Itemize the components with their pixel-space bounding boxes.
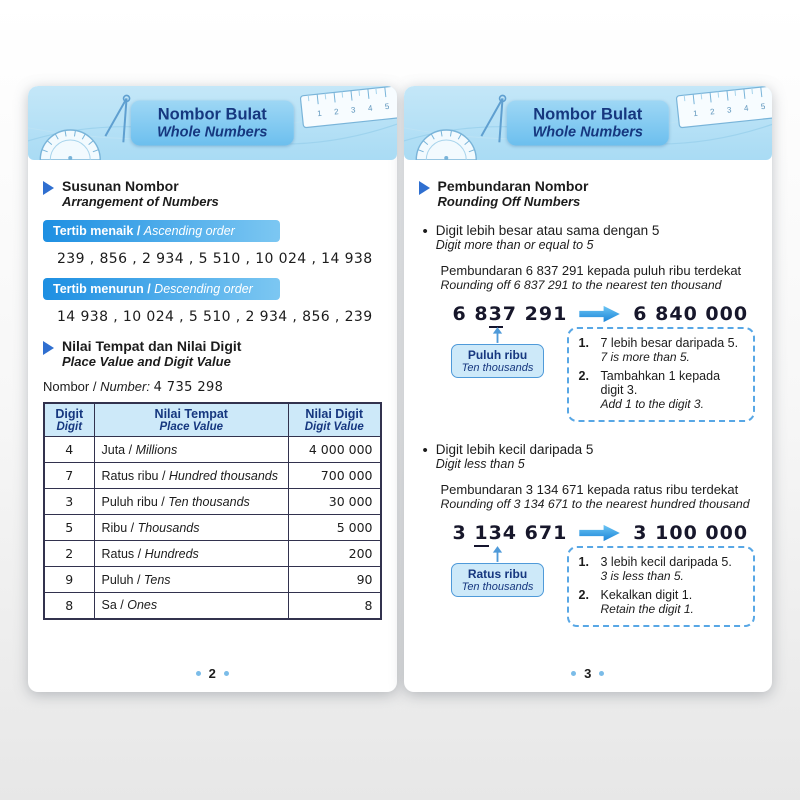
step-text [601,369,744,411]
ruler-number: 2 [333,107,340,117]
value-cell: 4 000 000 [289,437,381,463]
case2-heading [423,442,758,471]
arrow-right-icon [579,524,621,542]
case2-bullet-english: Digit less than 5 [435,457,525,471]
digit-cell: 3 [44,489,94,515]
ruler-number: 1 [692,108,698,119]
arrow-up-icon [491,327,504,344]
protractor-icon [40,130,100,160]
section-title-malay: Pembundaran Nombor [437,178,589,194]
ornament-icon [571,671,576,676]
section-title-english: Arrangement of Numbers [62,194,219,209]
place-english: Ten thousands [168,494,250,509]
place-value-table-head [44,403,381,437]
case2-heading-text [436,442,594,471]
descending-order-bar [43,278,280,300]
page-title [507,101,669,146]
ruler-number: 4 [367,103,373,113]
step-english: Retain the digit 1. [600,602,694,616]
triangle-bullet-icon [43,341,54,355]
page-title-english: Whole Numbers [157,124,268,141]
step-english: Add 1 to the digit 3. [600,397,704,411]
step-number: 1. [578,336,589,350]
header-value-english: Digit Value [304,421,364,433]
table-row [44,541,381,567]
value-cell: 5 000 [289,515,381,541]
place-cell [94,593,289,619]
table-row [44,463,381,489]
ruler-number: 2 [709,107,715,117]
place-english: Millions [135,442,178,457]
place-english: Hundreds [144,546,199,561]
header-cell-digit [44,403,94,437]
step-item [579,336,744,364]
value-cell: 8 [289,593,381,619]
caption-malay: Nombor / [43,379,97,394]
case1-heading [423,223,758,252]
underlined-digit: 3 [489,303,503,328]
caption-number: 4 735 298 [153,380,224,395]
number-segment: 6 8 [452,303,489,325]
case1-description [441,263,758,292]
step-item [579,555,744,583]
step-english: 7 is more than 5. [600,350,690,364]
header-digit-malay: Digit [55,407,84,421]
table-row [44,567,381,593]
digit-cell: 8 [44,593,94,619]
ascending-label-english: Ascending order [143,224,235,238]
number-segment: 7 291 [502,303,568,325]
ruler-number: 3 [350,105,356,115]
place-label-box [451,563,545,597]
value-cell: 700 000 [289,463,381,489]
case1-heading-text [436,223,660,252]
step-text [601,588,694,616]
case2-place-label [443,546,553,597]
ascending-numbers: 239 , 856 , 2 934 , 5 510 , 10 024 , 14 938 [57,251,373,267]
place-value-table-body [44,437,381,619]
step-number: 2. [578,369,589,383]
page-number-left [28,659,397,692]
step-malay: Kekalkan digit 1. [600,588,693,602]
source-number [453,303,568,325]
case2-explanation [443,546,756,627]
place-cell [94,489,289,515]
place-english: Tens [143,572,171,587]
value-cell: 30 000 [289,489,381,515]
number-segment: 34 671 [488,522,568,544]
case1-place-label [443,327,553,378]
case2-description [441,482,758,511]
case2-desc-english: Rounding off 3 134 671 to the nearest hundred thousand [440,497,750,511]
digit-cell: 2 [44,541,94,567]
page-title-malay: Nombor Bulat [157,105,267,124]
place-english: Thousands [137,520,200,535]
place-cell [94,567,289,593]
header-place-malay: Nilai Tempat [154,407,228,421]
digit-cell: 9 [44,567,94,593]
table-row [44,593,381,619]
arrow-up-icon [491,546,504,563]
place-value-table [43,402,382,620]
header-cell-digit-value [289,403,381,437]
case2-bullet-malay: Digit lebih kecil daripada 5 [435,442,594,457]
section-arrangement-heading [43,178,382,209]
section-rounding-heading [419,178,758,209]
step-malay: 3 lebih kecil daripada 5. [600,555,732,569]
header-place-english: Place Value [159,421,223,433]
step-item [579,588,744,616]
header-value-malay: Nilai Digit [305,407,364,421]
step-number: 1. [578,555,589,569]
ruler-icon [300,86,396,128]
ornament-icon [224,671,229,676]
section-title-malay: Nilai Tempat dan Nilai Digit [62,338,242,354]
descending-label-malay: Tertib menurun / [53,282,151,296]
ornament-icon [196,671,201,676]
ruler-number: 3 [726,105,732,115]
place-malay: Puluh ribu / [101,494,165,509]
descending-numbers: 14 938 , 10 024 , 5 510 , 2 934 , 856 , 239 [57,309,373,325]
place-cell [94,541,289,567]
ruler-number: 5 [759,101,766,112]
case1-bullet-malay: Digit lebih besar atau sama dengan 5 [435,223,660,238]
place-malay: Ribu / [101,520,135,535]
section-place-value-heading [43,338,382,369]
page-title [131,101,293,146]
case2-steps-box [567,546,756,627]
section-place-value-titles [62,338,241,369]
case1-steps-box [567,327,756,422]
dot-bullet-icon: • [422,223,428,240]
table-row [44,515,381,541]
case1-explanation [443,327,756,422]
step-english: 3 is less than 5. [600,569,684,583]
place-label-english: Ten thousands [461,362,534,374]
case1-equation [453,303,758,325]
page-right [404,86,773,692]
caption-english: Number: [100,379,150,394]
section-arrangement-titles [62,178,219,209]
place-label-box [451,344,545,378]
place-malay: Ratus ribu / [101,468,166,483]
case2-equation [453,522,758,544]
number-caption [43,379,382,395]
ruler-number: 5 [384,101,390,112]
step-text [601,336,739,364]
step-malay: Tambahkan 1 kepada digit 3. [600,369,721,397]
section-title-english: Rounding Off Numbers [437,194,581,209]
value-cell: 90 [289,567,381,593]
underlined-digit: 1 [474,522,488,547]
table-row [44,489,381,515]
triangle-bullet-icon [419,181,430,195]
place-malay: Juta / [101,442,133,457]
arrow-right-icon [579,305,621,323]
case1-desc-malay: Pembundaran 6 837 291 kepada puluh ribu terdekat [440,263,742,278]
page-header-banner [28,86,397,160]
place-malay: Puluh / [101,572,141,587]
ascending-label-malay: Tertib menaik / [53,224,141,238]
case1-desc-english: Rounding off 6 837 291 to the nearest ten thousand [440,278,722,292]
step-malay: 7 lebih besar daripada 5. [600,336,739,350]
case2-desc-malay: Pembundaran 3 134 671 kepada ratus ribu terdekat [440,482,739,497]
place-label-malay: Ratus ribu [467,567,528,581]
step-number: 2. [578,588,589,602]
triangle-bullet-icon [43,181,54,195]
place-malay: Sa / [101,598,124,613]
place-malay: Ratus / [101,546,142,561]
protractor-icon [416,130,476,160]
source-number [453,522,568,544]
section-title-english: Place Value and Digit Value [62,354,231,369]
result-number: 3 100 000 [633,522,749,544]
digit-cell: 4 [44,437,94,463]
left-page-content [28,160,397,659]
page-header-banner [404,86,773,160]
place-cell [94,515,289,541]
place-cell [94,463,289,489]
page-number-right [404,659,773,692]
section-rounding-titles [438,178,589,209]
result-number: 6 840 000 [633,303,749,325]
table-header-row [44,403,381,437]
place-label-malay: Puluh ribu [467,348,528,362]
right-page-content [404,160,773,659]
header-cell-place-value [94,403,289,437]
number-segment: 3 [452,522,475,544]
digit-cell: 7 [44,463,94,489]
header-digit-english: Digit [56,421,83,433]
ruler-number: 4 [742,103,749,113]
place-cell [94,437,289,463]
ruler-number: 1 [316,108,323,119]
page-title-english: Whole Numbers [532,124,643,141]
dot-bullet-icon: • [422,442,428,459]
book-spread [28,86,772,692]
place-english: Hundred thousands [168,468,279,483]
step-text [601,555,732,583]
page-left [28,86,397,692]
table-row [44,437,381,463]
descending-label-english: Descending order [154,282,253,296]
value-cell: 200 [289,541,381,567]
step-item [579,369,744,411]
page-title-malay: Nombor Bulat [533,105,643,124]
place-english: Ones [127,598,158,613]
ascending-order-bar [43,220,280,242]
ornament-icon [599,671,604,676]
section-title-malay: Susunan Nombor [62,178,179,194]
case1-bullet-english: Digit more than or equal to 5 [435,238,594,252]
place-label-english: Ten thousands [461,581,534,593]
page-number: 2 [208,666,216,681]
page-number: 3 [584,666,592,681]
ruler-icon [676,86,772,128]
digit-cell: 5 [44,515,94,541]
